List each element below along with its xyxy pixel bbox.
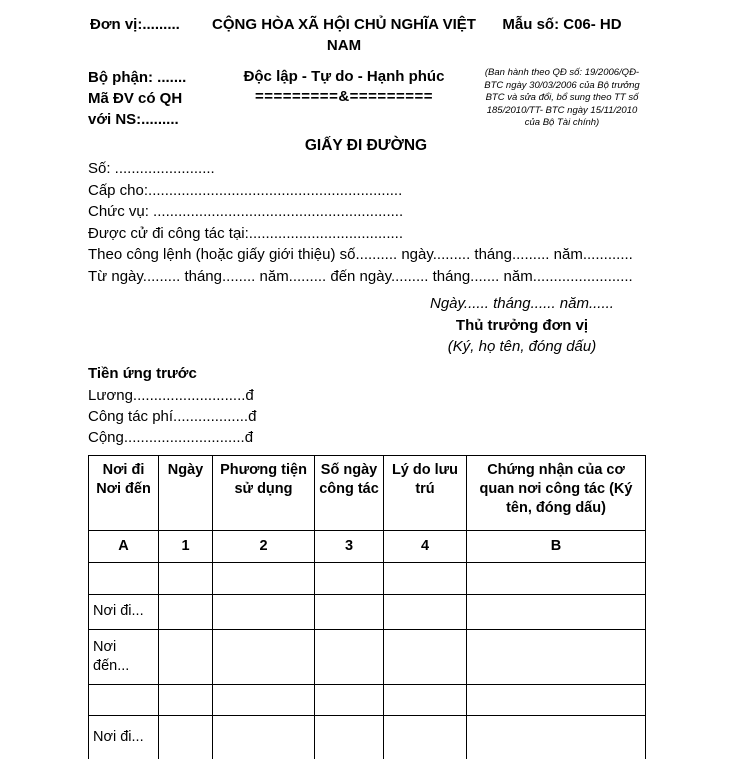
table-cell <box>213 684 315 715</box>
table-cell-noi-den: Nơi đến... <box>89 629 159 684</box>
table-cell <box>467 594 646 629</box>
table-row <box>89 562 646 594</box>
table-row <box>89 715 646 759</box>
table-cell <box>159 594 213 629</box>
col-header-phuong-tien: Phương tiện sử dụng <box>213 455 315 530</box>
unit-field: Đơn vị:......... <box>90 16 180 33</box>
table-cell <box>384 715 467 759</box>
col-key: 1 <box>159 530 213 562</box>
field-cap-cho: Cấp cho:............................................................. <box>88 181 403 199</box>
col-key: 2 <box>213 530 315 562</box>
col-key: B <box>467 530 646 562</box>
table-header-row <box>89 455 646 530</box>
table-cell <box>467 684 646 715</box>
table-cell <box>159 562 213 594</box>
table-cell <box>467 629 646 684</box>
field-cong-tac-tai: Được cử đi công tác tại:..................................... <box>88 224 404 242</box>
advance-heading: Tiền ứng trước <box>88 364 197 382</box>
advance-line-cong: Cộng.............................đ <box>88 428 254 446</box>
table-cell <box>315 594 384 629</box>
table-cell <box>467 715 646 759</box>
col-header-so-ngay: Số ngày công tác <box>315 455 384 530</box>
document-header <box>88 14 644 130</box>
table-cell <box>159 629 213 684</box>
form-number: Mẫu số: C06- HD <box>502 16 622 33</box>
table-cell <box>315 684 384 715</box>
table-cell <box>384 594 467 629</box>
table-row <box>89 594 646 629</box>
table-cell <box>384 629 467 684</box>
table-cell <box>213 594 315 629</box>
advance-line-luong: Lương...........................đ <box>88 386 254 404</box>
field-so: Số: ........................ <box>88 160 215 177</box>
department-line: Bộ phận: ....... <box>88 69 187 86</box>
field-tu-ngay: Từ ngày......... tháng........ năm......... đến ngày......... tháng....... năm........................ <box>88 267 633 285</box>
col-key: A <box>89 530 159 562</box>
independence-motto: Độc lập - Tự do - Hạnh phúc <box>243 68 445 85</box>
field-theo-cong-lenh: Theo công lệnh (hoặc giấy giới thiệu) số.......... ngày......... tháng......... năm............ <box>88 246 633 263</box>
table-cell <box>315 629 384 684</box>
col-header-noi-di-noi-den: Nơi đi Nơi đến <box>89 455 159 530</box>
itinerary-table <box>88 455 646 759</box>
advance-line-cong-tac-phi: Công tác phí..................đ <box>88 407 257 425</box>
republic-title: CỘNG HÒA XÃ HỘI CHỦ NGHĨA VIỆT NAM <box>212 16 476 54</box>
motto-separator: =========&========= <box>254 88 433 105</box>
signature-role: Thủ trưởng đơn vị <box>455 316 589 334</box>
table-cell <box>213 715 315 759</box>
table-cell <box>159 684 213 715</box>
department-block <box>88 67 208 130</box>
table-cell <box>89 562 159 594</box>
form-fields <box>88 158 708 287</box>
signature-instruction: (Ký, họ tên, đóng dấu) <box>447 338 597 355</box>
field-chuc-vu: Chức vụ: ............................................................ <box>88 203 404 220</box>
table-cell <box>384 684 467 715</box>
table-cell-noi-di: Nơi đi... <box>89 715 159 759</box>
col-header-ngay: Ngày <box>159 455 213 530</box>
table-cell <box>213 629 315 684</box>
table-cell-noi-di: Nơi đi... <box>89 594 159 629</box>
table-cell <box>384 562 467 594</box>
table-cell <box>89 684 159 715</box>
col-header-chung-nhan: Chứng nhận của cơ quan nơi công tác (Ký tên, đóng dấu) <box>467 455 646 530</box>
col-key: 3 <box>315 530 384 562</box>
table-cell <box>159 715 213 759</box>
table-row <box>89 684 646 715</box>
col-header-ly-do: Lý do lưu trú <box>384 455 467 530</box>
col-key: 4 <box>384 530 467 562</box>
signature-block <box>406 293 638 358</box>
table-cell <box>315 715 384 759</box>
department-line: với NS:......... <box>88 111 179 128</box>
document-title: GIẤY ĐI ĐƯỜNG <box>304 137 428 154</box>
signature-date-line: Ngày...... tháng...... năm...... <box>430 295 614 312</box>
table-cell <box>467 562 646 594</box>
issuance-note: (Ban hành theo QĐ số: 19/2006/QĐ-BTC ngày 30/03/2006 của Bộ trưởng BTC và sửa đổi, bổ sung theo TT số 185/2010/TT- BTC ngày 15/11/2010 của Bộ Tài chính) <box>484 67 640 128</box>
advance-money-block <box>88 363 731 448</box>
table-row <box>89 629 646 684</box>
department-line: Mã ĐV có QH <box>88 90 183 107</box>
table-cell <box>315 562 384 594</box>
motto-block <box>208 67 480 130</box>
table-cell <box>213 562 315 594</box>
column-key-row <box>89 530 646 562</box>
